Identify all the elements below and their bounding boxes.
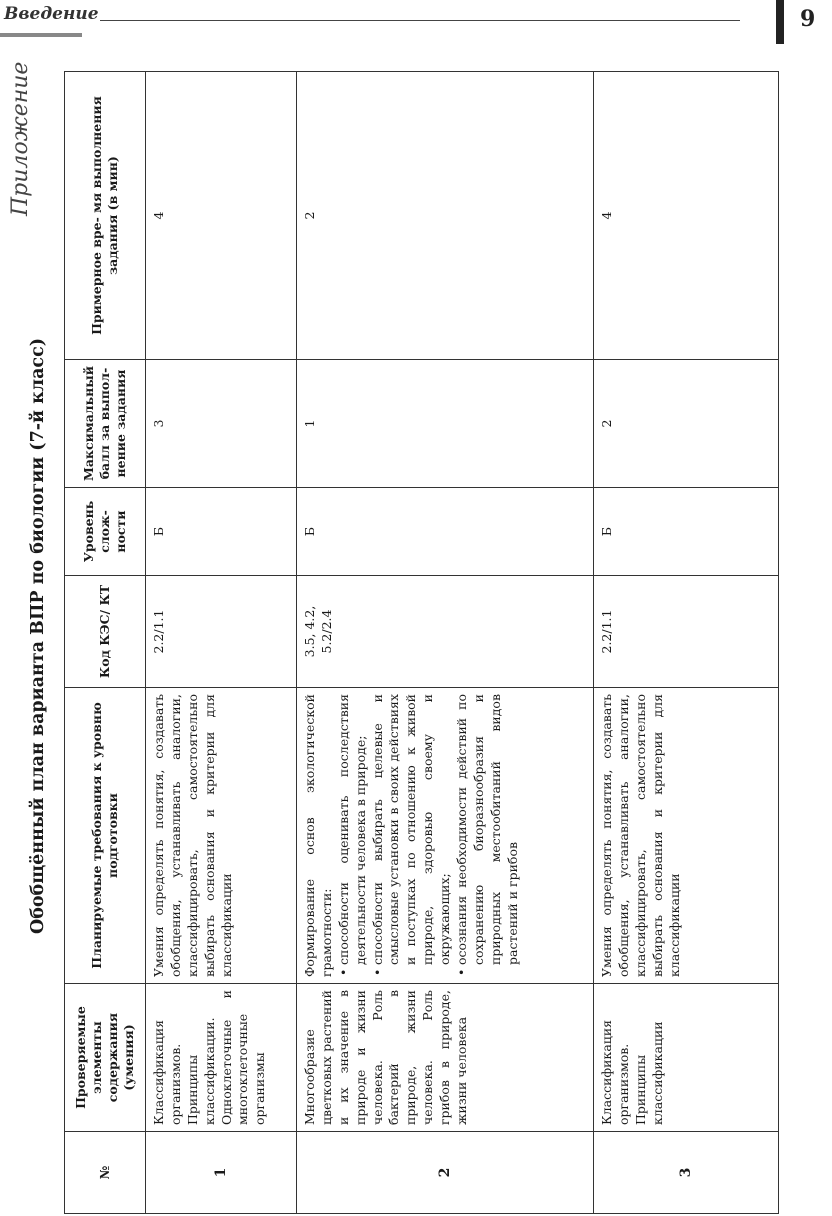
- table-header-row: [65, 72, 146, 1214]
- col-header-max-score: Максимальный балл за выпол- нение задания: [65, 360, 146, 488]
- requirements-cell: [297, 688, 594, 984]
- table-row: [594, 72, 779, 1214]
- col-header-content: Проверяемые элементы содержания (умения): [65, 984, 146, 1132]
- requirement-item: • осознания необходимости действий по сохранению биоразнообразия и природных местообитаний видов растений и грибов: [454, 694, 522, 965]
- page-number: 9: [800, 6, 816, 32]
- requirement-item: • способности выбирать целевые и смысловые установки в своих действиях и поступках по отношению к живой природе, здоровью своему и окружающих;: [370, 694, 454, 965]
- code-cell: 3.5, 4.2, 5.2/2.4: [297, 576, 594, 688]
- col-header-requirements: Планируемые требования к уровню подготовки: [65, 688, 146, 984]
- row-number: 3: [594, 1132, 779, 1214]
- requirements-text: Формирование основ экологической грамотности:: [302, 694, 334, 977]
- requirements-cell: [594, 688, 779, 984]
- col-header-code: Код КЭС/ КТ: [65, 576, 146, 688]
- header-rule: [100, 20, 740, 21]
- code-cell: 2.2/1.1: [146, 576, 297, 688]
- code-cell: 2.2/1.1: [594, 576, 779, 688]
- rotated-content: [0, 56, 832, 1216]
- content-cell: Многообразие цветковых растений и их значение в природе и жизни человека. Роль бактерий в природе, жизни человека. Роль грибов в природе, жизни человека: [297, 984, 594, 1132]
- time-cell: 2: [297, 72, 594, 360]
- row-number: 1: [146, 1132, 297, 1214]
- appendix-label: Приложение: [8, 61, 33, 216]
- table-row: [297, 72, 594, 1214]
- plan-table: [64, 71, 779, 1214]
- col-header-time: Примерное вре- мя выполнения задания (в мин): [65, 72, 146, 360]
- row-number: 2: [297, 1132, 594, 1214]
- max-score-cell: 3: [146, 360, 297, 488]
- content-cell: Классификация организмов. Принципы классификации: [594, 984, 779, 1132]
- requirement-item: • способности оценивать последствия деятельности человека в природе;: [336, 694, 370, 965]
- header-bar: [776, 0, 784, 44]
- running-header-section: Введение: [4, 4, 99, 24]
- col-header-level: Уровень слож- ности: [65, 488, 146, 576]
- content-cell: Классификация организмов. Принципы классификации. Одноклеточные и многоклеточные организмы: [146, 984, 297, 1132]
- max-score-cell: 1: [297, 360, 594, 488]
- requirements-text: Умения определять понятия, создавать обобщения, устанавливать аналогии, классифицировать, самостоятельно выбирать основания и критерии для классификации: [599, 694, 682, 977]
- level-cell: Б: [146, 488, 297, 576]
- header-underline: [0, 33, 82, 37]
- col-header-num: №: [65, 1132, 146, 1214]
- requirements-list: [336, 694, 522, 977]
- requirements-text: Умения определять понятия, создавать обобщения, устанавливать аналогии, классифицировать, самостоятельно выбирать основания и критерии для классификации: [151, 694, 234, 977]
- max-score-cell: 2: [594, 360, 779, 488]
- time-cell: 4: [146, 72, 297, 360]
- plan-title: Обобщённый план варианта ВПР по биологии (7-й класс): [28, 337, 48, 935]
- level-cell: Б: [297, 488, 594, 576]
- requirements-cell: [146, 688, 297, 984]
- time-cell: 4: [594, 72, 779, 360]
- level-cell: Б: [594, 488, 779, 576]
- table-row: [146, 72, 297, 1214]
